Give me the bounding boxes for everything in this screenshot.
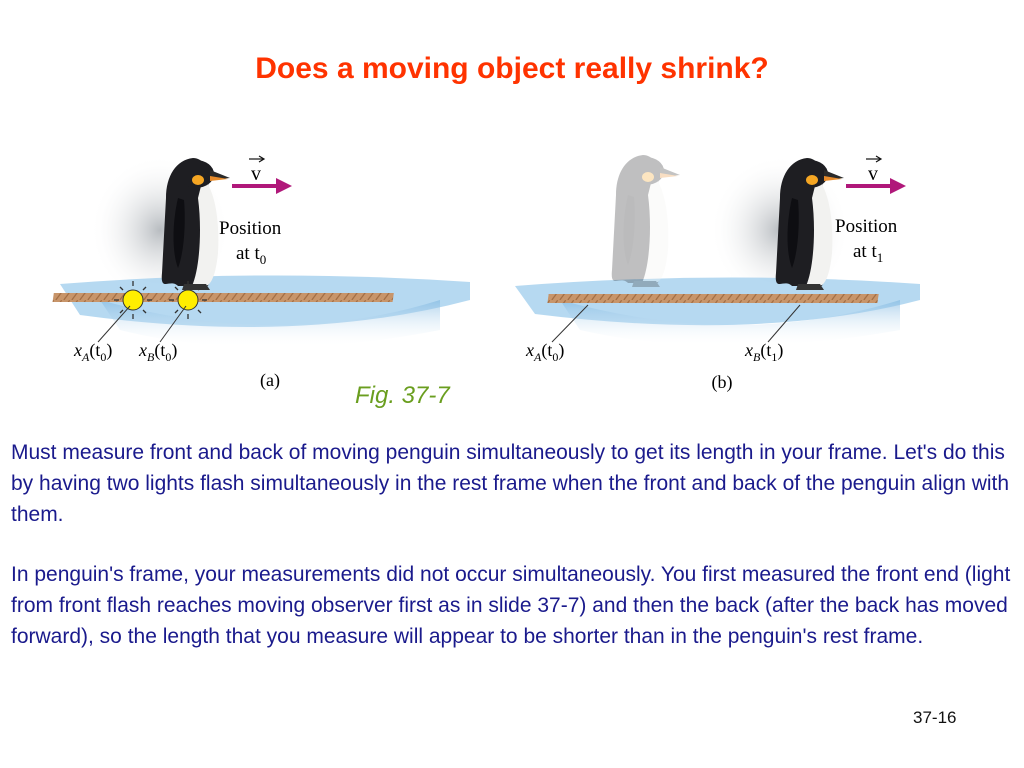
velocity-label-a: v bbox=[251, 163, 261, 185]
time-label-b: at $t_1$ bbox=[853, 241, 884, 265]
velocity-label-b: v bbox=[868, 163, 878, 185]
panel-a bbox=[53, 155, 470, 391]
panel-b bbox=[515, 155, 920, 393]
slide-title: Does a moving object really shrink? bbox=[255, 52, 769, 85]
figure-caption: Fig. 37-7 bbox=[355, 382, 450, 409]
label-xa-a: $x_A(t_0)$ bbox=[74, 340, 113, 364]
slide-number: 37-16 bbox=[913, 708, 957, 727]
paragraph-1: Must measure front and back of moving penguin simultaneously to get its length in your frame. Let's do this by having two lights flash simultaneously in the rest frame when the front and back of the penguin align with them. bbox=[11, 441, 1010, 526]
position-label-a: Position bbox=[219, 218, 282, 239]
velocity-arrow-icon bbox=[232, 178, 292, 194]
label-xb-a: $x_B(t_0)$ bbox=[139, 340, 178, 364]
paragraph-2: In penguin's frame, your measurements did not occur simultaneously. You first measured the front end (light from front flash reaches moving observer first as in slide 37-7) and then the back (after the back has moved forward), so the length that you measure will appear to be shorter than in the penguin's rest frame. bbox=[11, 563, 1011, 648]
panel-tag-a: (a) bbox=[260, 370, 280, 390]
label-xb-b: $x_B(t_1)$ bbox=[745, 340, 784, 364]
time-label-a: at $t_0$ bbox=[236, 243, 267, 267]
position-label-b: Position bbox=[835, 216, 898, 237]
ghost-penguin bbox=[612, 155, 680, 287]
label-xa-b: $x_A(t_0)$ bbox=[526, 340, 565, 364]
panel-tag-b: (b) bbox=[711, 372, 733, 392]
